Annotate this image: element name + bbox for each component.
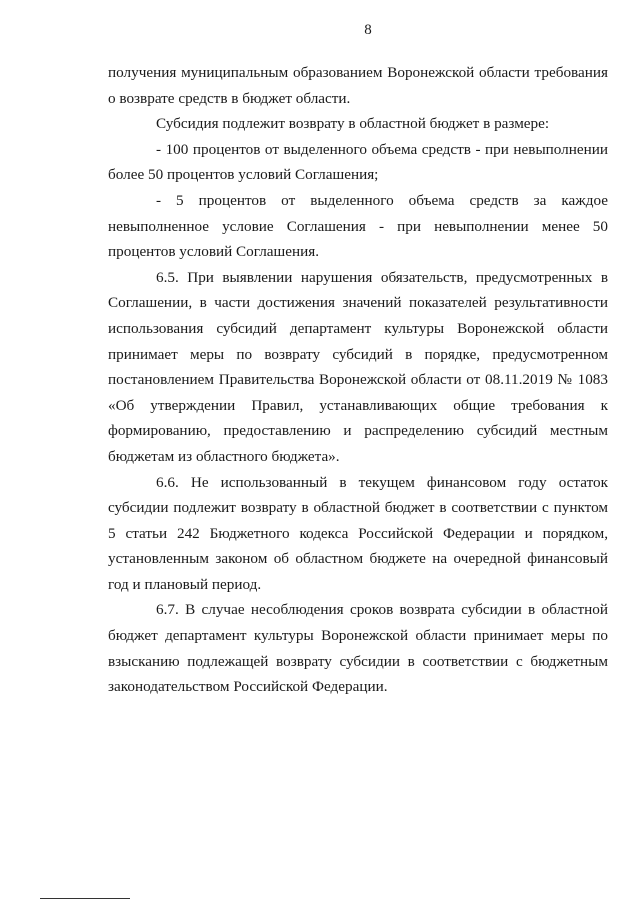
list-item-5-percent: - 5 процентов от выделенного объема средств за каждое невыполненное условие Соглашения - при невыполнении менее 50 процентов условий Соглашения.	[108, 191, 608, 261]
paragraph-6-5: 6.5. При выявлении нарушения обязательств, предусмотренных в Соглашении, в части достижения значений показателей результативности использования субсидий департамент культуры Воронежской области принимает меры по возврату субсидий в порядке, предусмотренном постановлением Правительства Воронежской области от 08.11.2019 № 1083 «Об утверждении Правил, устанавливающих общие требования к формированию, предоставлению и распределению субсидий местным бюджетам из областного бюджета».	[108, 268, 608, 465]
list-item-100-percent: - 100 процентов от выделенного объема средств - при невыполнении более 50 процентов условий Соглашения;	[108, 140, 608, 184]
footer-rule	[40, 898, 130, 899]
paragraph-return-request: получения муниципальным образованием Воронежской области требования о возврате средств в бюджет области.	[108, 64, 608, 107]
document-body	[108, 60, 608, 700]
paragraph-subsidy-return-amount: Субсидия подлежит возврату в областной бюджет в размере:	[156, 115, 550, 133]
paragraph-6-6: 6.6. Не использованный в текущем финансовом году остаток субсидии подлежит возврату в областной бюджет в соответствии с пунктом 5 статьи 242 Бюджетного кодекса Российской Федерации и порядком, установленным законом об областном бюджете на очередной финансовый год и плановый период.	[108, 473, 608, 593]
page-number: 8	[364, 22, 372, 38]
paragraph-6-7: 6.7. В случае несоблюдения сроков возврата субсидии в областной бюджет департамент культуры Воронежской области принимает меры по взысканию подлежащей возврату субсидии в соответствии с бюджетным законодательством Российской Федерации.	[108, 601, 608, 696]
